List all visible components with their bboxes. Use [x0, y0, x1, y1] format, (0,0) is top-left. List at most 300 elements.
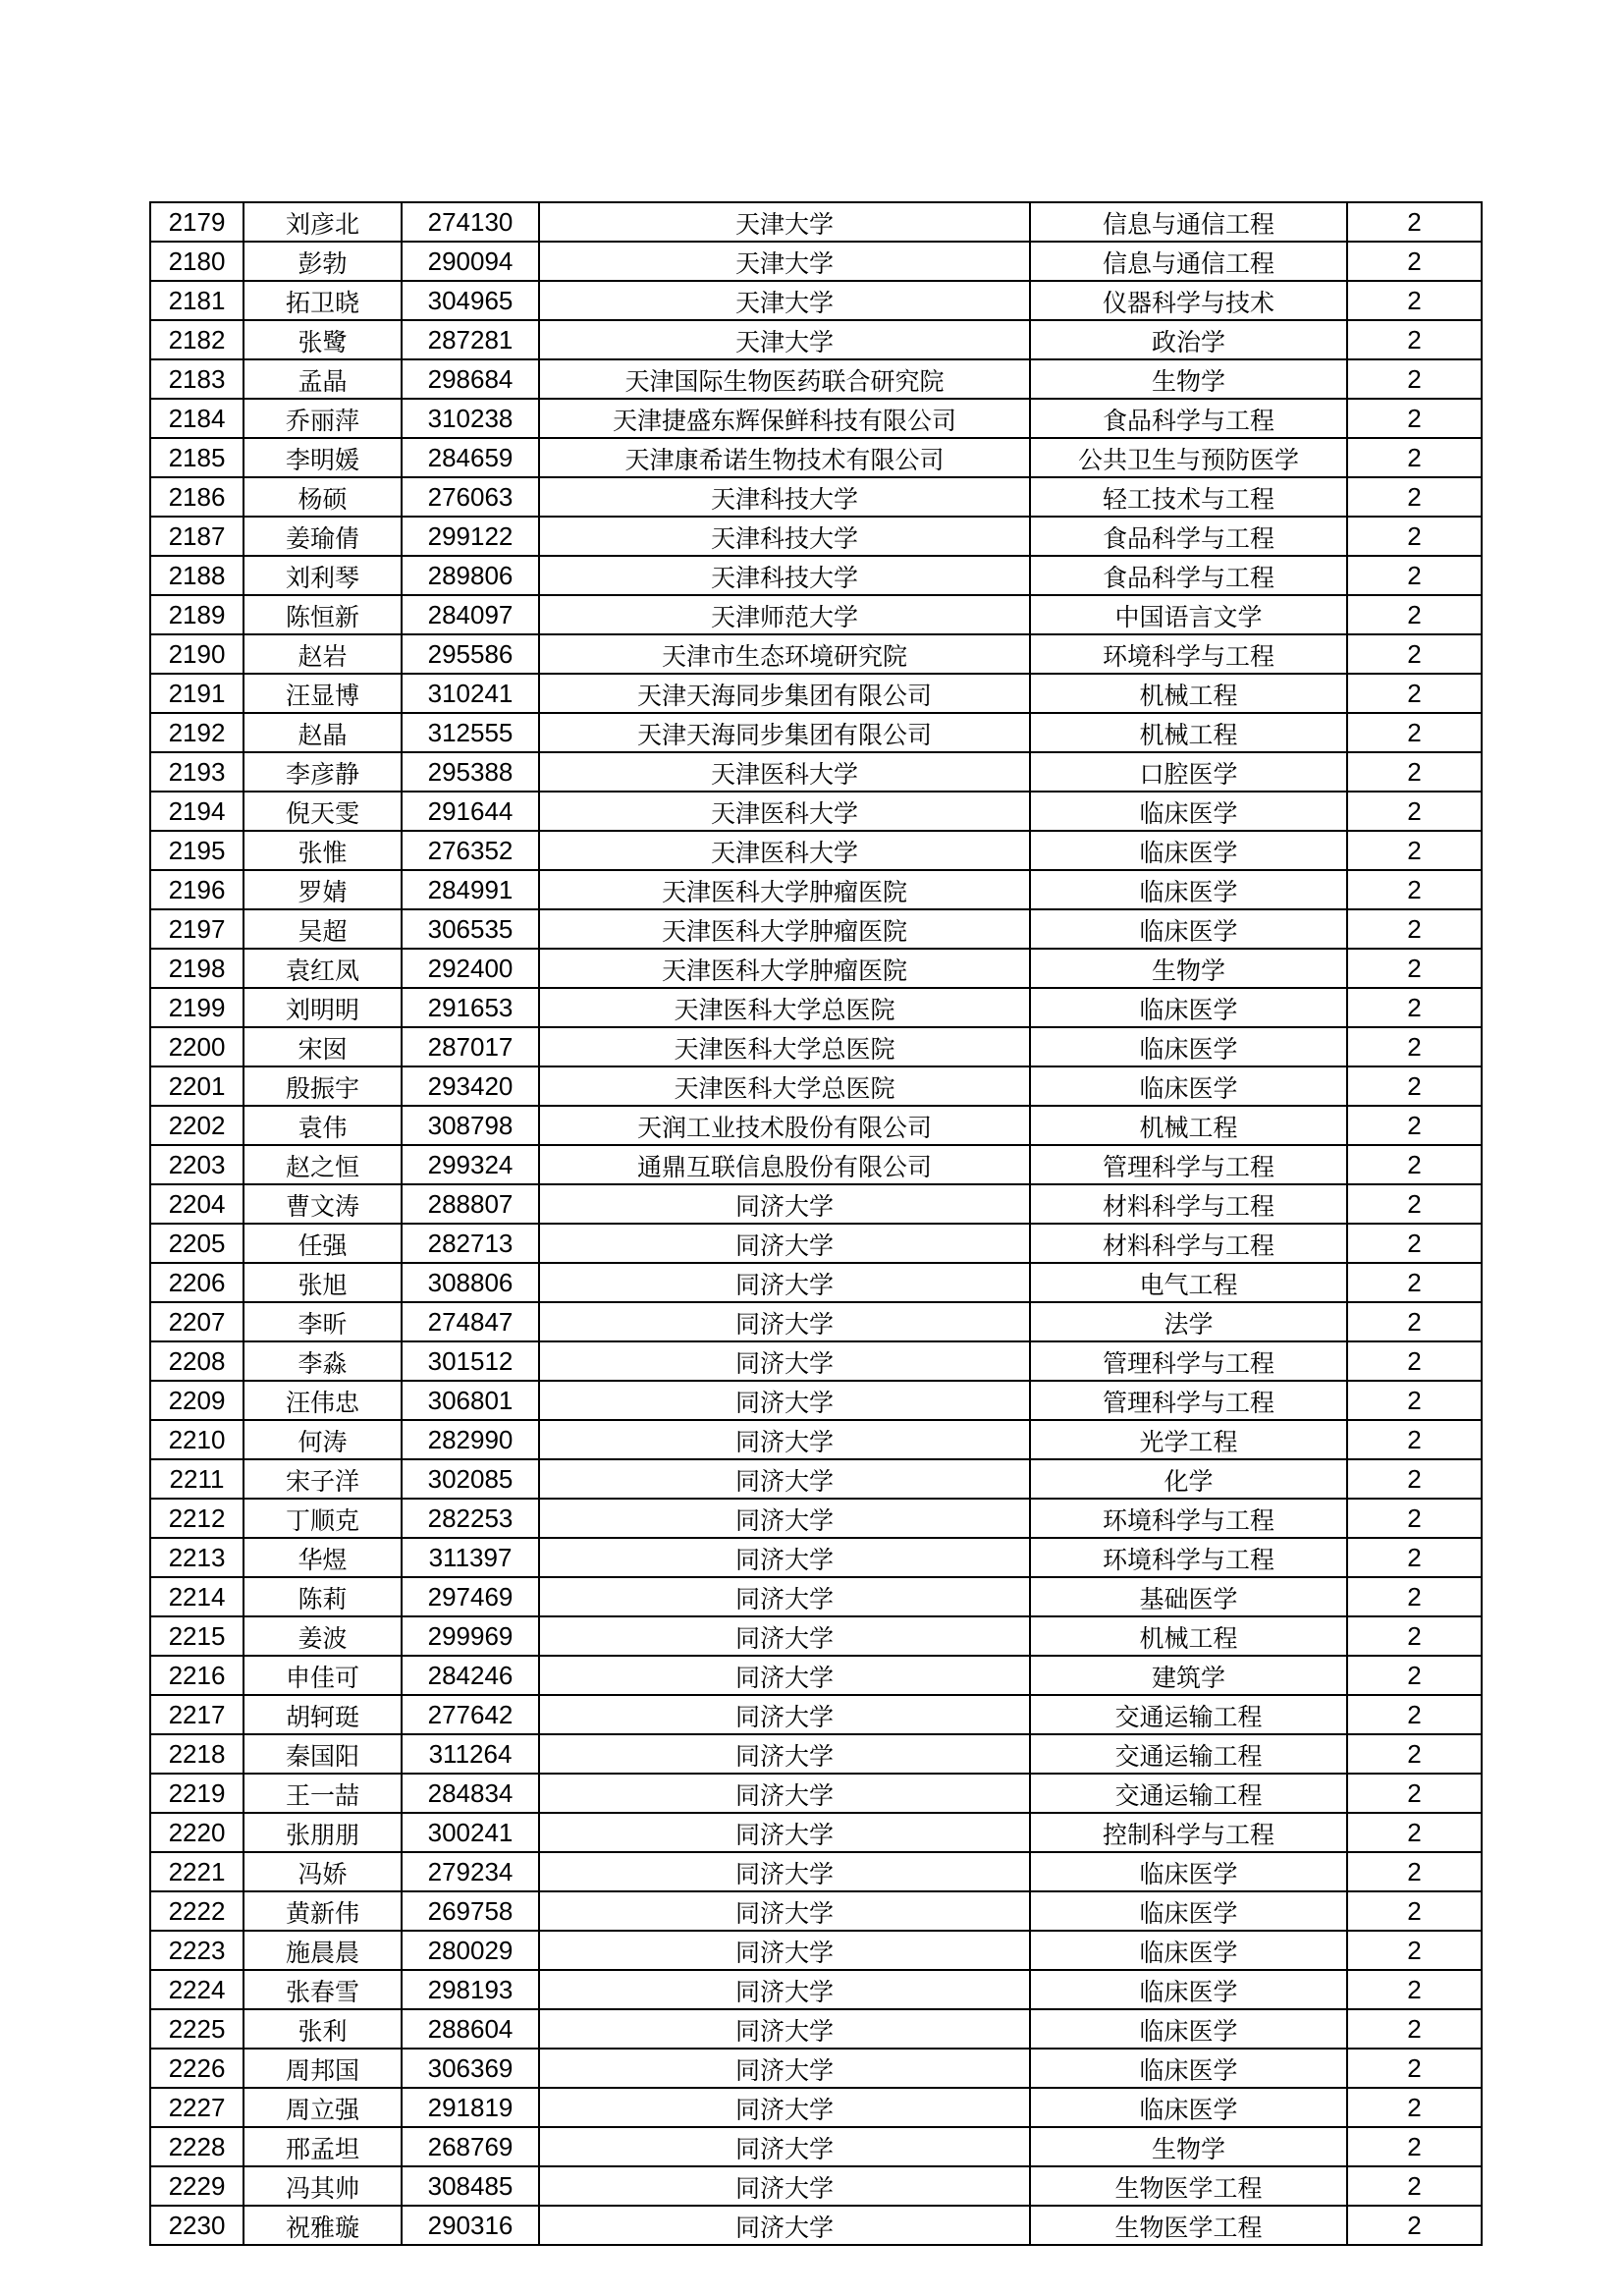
table-row: [150, 870, 1482, 909]
id-cell: 293420: [402, 1066, 539, 1106]
data-table: [149, 201, 1483, 2246]
count-cell: 2: [1347, 359, 1482, 399]
discipline-cell: 基础医学: [1030, 1577, 1347, 1616]
row-number-cell: 2181: [150, 281, 244, 320]
table-row: [150, 1774, 1482, 1813]
name-cell: 胡轲珽: [244, 1695, 402, 1734]
discipline-cell: 生物医学工程: [1030, 2206, 1347, 2245]
discipline-cell: 光学工程: [1030, 1420, 1347, 1459]
id-cell: 282990: [402, 1420, 539, 1459]
table-row: [150, 2166, 1482, 2206]
table-row: [150, 1341, 1482, 1381]
name-cell: 张旭: [244, 1263, 402, 1302]
count-cell: 2: [1347, 713, 1482, 752]
id-cell: 282253: [402, 1499, 539, 1538]
count-cell: 2: [1347, 949, 1482, 988]
id-cell: 304965: [402, 281, 539, 320]
table-row: [150, 1420, 1482, 1459]
table-row: [150, 2206, 1482, 2245]
table-row: [150, 1184, 1482, 1224]
count-cell: 2: [1347, 556, 1482, 595]
table-row: [150, 2049, 1482, 2088]
row-number-cell: 2213: [150, 1538, 244, 1577]
count-cell: 2: [1347, 2166, 1482, 2206]
table-row: [150, 909, 1482, 949]
institution-cell: 同济大学: [539, 2127, 1030, 2166]
name-cell: 王一喆: [244, 1774, 402, 1813]
institution-cell: 同济大学: [539, 1616, 1030, 1656]
name-cell: 冯娇: [244, 1852, 402, 1891]
table-row: [150, 988, 1482, 1027]
count-cell: 2: [1347, 399, 1482, 438]
row-number-cell: 2229: [150, 2166, 244, 2206]
table-row: [150, 1891, 1482, 1931]
name-cell: 赵岩: [244, 634, 402, 674]
row-number-cell: 2225: [150, 2009, 244, 2049]
institution-cell: 同济大学: [539, 1891, 1030, 1931]
discipline-cell: 临床医学: [1030, 2088, 1347, 2127]
table-row: [150, 634, 1482, 674]
institution-cell: 同济大学: [539, 1774, 1030, 1813]
discipline-cell: 食品科学与工程: [1030, 517, 1347, 556]
row-number-cell: 2184: [150, 399, 244, 438]
row-number-cell: 2206: [150, 1263, 244, 1302]
table-row: [150, 674, 1482, 713]
id-cell: 299969: [402, 1616, 539, 1656]
table-row: [150, 1616, 1482, 1656]
discipline-cell: 中国语言文学: [1030, 595, 1347, 634]
id-cell: 306801: [402, 1381, 539, 1420]
table-row: [150, 1695, 1482, 1734]
institution-cell: 天津天海同步集团有限公司: [539, 674, 1030, 713]
id-cell: 287281: [402, 320, 539, 359]
discipline-cell: 电气工程: [1030, 1263, 1347, 1302]
name-cell: 杨硕: [244, 477, 402, 517]
id-cell: 300241: [402, 1813, 539, 1852]
id-cell: 279234: [402, 1852, 539, 1891]
count-cell: 2: [1347, 1813, 1482, 1852]
institution-cell: 天润工业技术股份有限公司: [539, 1106, 1030, 1145]
count-cell: 2: [1347, 202, 1482, 242]
row-number-cell: 2179: [150, 202, 244, 242]
id-cell: 284834: [402, 1774, 539, 1813]
discipline-cell: 机械工程: [1030, 1106, 1347, 1145]
count-cell: 2: [1347, 1106, 1482, 1145]
name-cell: 殷振宇: [244, 1066, 402, 1106]
table-row: [150, 1656, 1482, 1695]
row-number-cell: 2187: [150, 517, 244, 556]
name-cell: 华煜: [244, 1538, 402, 1577]
name-cell: 倪天雯: [244, 792, 402, 831]
table-row: [150, 1577, 1482, 1616]
institution-cell: 同济大学: [539, 2206, 1030, 2245]
institution-cell: 同济大学: [539, 1695, 1030, 1734]
count-cell: 2: [1347, 2009, 1482, 2049]
row-number-cell: 2192: [150, 713, 244, 752]
discipline-cell: 政治学: [1030, 320, 1347, 359]
table-row: [150, 1970, 1482, 2009]
id-cell: 280029: [402, 1931, 539, 1970]
count-cell: 2: [1347, 242, 1482, 281]
id-cell: 284097: [402, 595, 539, 634]
discipline-cell: 材料科学与工程: [1030, 1224, 1347, 1263]
discipline-cell: 交通运输工程: [1030, 1734, 1347, 1774]
id-cell: 302085: [402, 1459, 539, 1499]
institution-cell: 天津医科大学: [539, 792, 1030, 831]
name-cell: 申佳可: [244, 1656, 402, 1695]
row-number-cell: 2202: [150, 1106, 244, 1145]
row-number-cell: 2209: [150, 1381, 244, 1420]
institution-cell: 天津医科大学肿瘤医院: [539, 909, 1030, 949]
count-cell: 2: [1347, 988, 1482, 1027]
discipline-cell: 交通运输工程: [1030, 1695, 1347, 1734]
table-row: [150, 1263, 1482, 1302]
name-cell: 孟晶: [244, 359, 402, 399]
institution-cell: 天津康希诺生物技术有限公司: [539, 438, 1030, 477]
table-row: [150, 2088, 1482, 2127]
row-number-cell: 2183: [150, 359, 244, 399]
row-number-cell: 2203: [150, 1145, 244, 1184]
count-cell: 2: [1347, 2127, 1482, 2166]
discipline-cell: 机械工程: [1030, 713, 1347, 752]
row-number-cell: 2199: [150, 988, 244, 1027]
id-cell: 287017: [402, 1027, 539, 1066]
institution-cell: 天津大学: [539, 242, 1030, 281]
table-row: [150, 1538, 1482, 1577]
count-cell: 2: [1347, 1341, 1482, 1381]
name-cell: 宋囡: [244, 1027, 402, 1066]
name-cell: 曹文涛: [244, 1184, 402, 1224]
count-cell: 2: [1347, 1852, 1482, 1891]
institution-cell: 同济大学: [539, 1538, 1030, 1577]
count-cell: 2: [1347, 1066, 1482, 1106]
institution-cell: 同济大学: [539, 2166, 1030, 2206]
count-cell: 2: [1347, 1931, 1482, 1970]
row-number-cell: 2228: [150, 2127, 244, 2166]
name-cell: 任强: [244, 1224, 402, 1263]
discipline-cell: 公共卫生与预防医学: [1030, 438, 1347, 477]
row-number-cell: 2205: [150, 1224, 244, 1263]
count-cell: 2: [1347, 1538, 1482, 1577]
institution-cell: 同济大学: [539, 1577, 1030, 1616]
table-row: [150, 1106, 1482, 1145]
id-cell: 291644: [402, 792, 539, 831]
discipline-cell: 化学: [1030, 1459, 1347, 1499]
table-row: [150, 477, 1482, 517]
name-cell: 李昕: [244, 1302, 402, 1341]
discipline-cell: 控制科学与工程: [1030, 1813, 1347, 1852]
institution-cell: 天津科技大学: [539, 556, 1030, 595]
table-row: [150, 1852, 1482, 1891]
table-row: [150, 1027, 1482, 1066]
institution-cell: 天津大学: [539, 202, 1030, 242]
name-cell: 彭勃: [244, 242, 402, 281]
table-row: [150, 792, 1482, 831]
id-cell: 276352: [402, 831, 539, 870]
discipline-cell: 临床医学: [1030, 1970, 1347, 2009]
row-number-cell: 2216: [150, 1656, 244, 1695]
table-row: [150, 1302, 1482, 1341]
table-row: [150, 831, 1482, 870]
discipline-cell: 材料科学与工程: [1030, 1184, 1347, 1224]
discipline-cell: 临床医学: [1030, 988, 1347, 1027]
table-row: [150, 1145, 1482, 1184]
row-number-cell: 2197: [150, 909, 244, 949]
discipline-cell: 建筑学: [1030, 1656, 1347, 1695]
discipline-cell: 口腔医学: [1030, 752, 1347, 792]
table-row: [150, 1459, 1482, 1499]
id-cell: 291819: [402, 2088, 539, 2127]
id-cell: 311397: [402, 1538, 539, 1577]
discipline-cell: 机械工程: [1030, 1616, 1347, 1656]
id-cell: 301512: [402, 1341, 539, 1381]
institution-cell: 天津国际生物医药联合研究院: [539, 359, 1030, 399]
discipline-cell: 临床医学: [1030, 2049, 1347, 2088]
name-cell: 李淼: [244, 1341, 402, 1381]
discipline-cell: 管理科学与工程: [1030, 1381, 1347, 1420]
row-number-cell: 2200: [150, 1027, 244, 1066]
count-cell: 2: [1347, 1891, 1482, 1931]
discipline-cell: 环境科学与工程: [1030, 634, 1347, 674]
institution-cell: 天津医科大学肿瘤医院: [539, 870, 1030, 909]
count-cell: 2: [1347, 674, 1482, 713]
name-cell: 何涛: [244, 1420, 402, 1459]
id-cell: 298684: [402, 359, 539, 399]
name-cell: 张朋朋: [244, 1813, 402, 1852]
discipline-cell: 信息与通信工程: [1030, 202, 1347, 242]
row-number-cell: 2189: [150, 595, 244, 634]
count-cell: 2: [1347, 752, 1482, 792]
row-number-cell: 2219: [150, 1774, 244, 1813]
row-number-cell: 2223: [150, 1931, 244, 1970]
discipline-cell: 环境科学与工程: [1030, 1499, 1347, 1538]
discipline-cell: 生物学: [1030, 2127, 1347, 2166]
count-cell: 2: [1347, 438, 1482, 477]
name-cell: 周立强: [244, 2088, 402, 2127]
name-cell: 乔丽萍: [244, 399, 402, 438]
count-cell: 2: [1347, 1577, 1482, 1616]
table-row: [150, 1066, 1482, 1106]
institution-cell: 天津科技大学: [539, 477, 1030, 517]
discipline-cell: 信息与通信工程: [1030, 242, 1347, 281]
row-number-cell: 2188: [150, 556, 244, 595]
name-cell: 李彦静: [244, 752, 402, 792]
institution-cell: 同济大学: [539, 1224, 1030, 1263]
table-row: [150, 1813, 1482, 1852]
row-number-cell: 2224: [150, 1970, 244, 2009]
id-cell: 277642: [402, 1695, 539, 1734]
id-cell: 288604: [402, 2009, 539, 2049]
institution-cell: 天津科技大学: [539, 517, 1030, 556]
count-cell: 2: [1347, 2088, 1482, 2127]
discipline-cell: 临床医学: [1030, 1891, 1347, 1931]
row-number-cell: 2221: [150, 1852, 244, 1891]
institution-cell: 天津天海同步集团有限公司: [539, 713, 1030, 752]
id-cell: 312555: [402, 713, 539, 752]
table-row: [150, 1734, 1482, 1774]
row-number-cell: 2196: [150, 870, 244, 909]
id-cell: 268769: [402, 2127, 539, 2166]
institution-cell: 天津医科大学: [539, 831, 1030, 870]
table-row: [150, 2009, 1482, 2049]
name-cell: 祝雅璇: [244, 2206, 402, 2245]
name-cell: 罗婧: [244, 870, 402, 909]
table-row: [150, 1931, 1482, 1970]
discipline-cell: 临床医学: [1030, 909, 1347, 949]
id-cell: 291653: [402, 988, 539, 1027]
institution-cell: 天津医科大学总医院: [539, 1027, 1030, 1066]
discipline-cell: 交通运输工程: [1030, 1774, 1347, 1813]
id-cell: 274847: [402, 1302, 539, 1341]
count-cell: 2: [1347, 1027, 1482, 1066]
id-cell: 269758: [402, 1891, 539, 1931]
count-cell: 2: [1347, 831, 1482, 870]
discipline-cell: 临床医学: [1030, 1852, 1347, 1891]
id-cell: 282713: [402, 1224, 539, 1263]
id-cell: 288807: [402, 1184, 539, 1224]
institution-cell: 同济大学: [539, 1656, 1030, 1695]
row-number-cell: 2207: [150, 1302, 244, 1341]
count-cell: 2: [1347, 1656, 1482, 1695]
id-cell: 284246: [402, 1656, 539, 1695]
row-number-cell: 2193: [150, 752, 244, 792]
name-cell: 邢孟坦: [244, 2127, 402, 2166]
institution-cell: 同济大学: [539, 1263, 1030, 1302]
table-row: [150, 281, 1482, 320]
count-cell: 2: [1347, 1420, 1482, 1459]
count-cell: 2: [1347, 1970, 1482, 2009]
name-cell: 袁伟: [244, 1106, 402, 1145]
count-cell: 2: [1347, 1695, 1482, 1734]
id-cell: 310238: [402, 399, 539, 438]
name-cell: 施晨晨: [244, 1931, 402, 1970]
count-cell: 2: [1347, 2049, 1482, 2088]
institution-cell: 同济大学: [539, 2009, 1030, 2049]
table-row: [150, 595, 1482, 634]
discipline-cell: 管理科学与工程: [1030, 1145, 1347, 1184]
row-number-cell: 2212: [150, 1499, 244, 1538]
institution-cell: 天津捷盛东辉保鲜科技有限公司: [539, 399, 1030, 438]
table-row: [150, 1499, 1482, 1538]
name-cell: 宋子洋: [244, 1459, 402, 1499]
count-cell: 2: [1347, 870, 1482, 909]
id-cell: 284659: [402, 438, 539, 477]
table-row: [150, 438, 1482, 477]
count-cell: 2: [1347, 1145, 1482, 1184]
table-row: [150, 202, 1482, 242]
table-row: [150, 713, 1482, 752]
discipline-cell: 仪器科学与技术: [1030, 281, 1347, 320]
name-cell: 吴超: [244, 909, 402, 949]
institution-cell: 同济大学: [539, 1931, 1030, 1970]
row-number-cell: 2226: [150, 2049, 244, 2088]
row-number-cell: 2204: [150, 1184, 244, 1224]
institution-cell: 同济大学: [539, 1420, 1030, 1459]
institution-cell: 同济大学: [539, 1459, 1030, 1499]
id-cell: 295388: [402, 752, 539, 792]
discipline-cell: 轻工技术与工程: [1030, 477, 1347, 517]
id-cell: 299122: [402, 517, 539, 556]
row-number-cell: 2215: [150, 1616, 244, 1656]
name-cell: 陈莉: [244, 1577, 402, 1616]
name-cell: 张惟: [244, 831, 402, 870]
table-row: [150, 242, 1482, 281]
table-row: [150, 556, 1482, 595]
discipline-cell: 临床医学: [1030, 2009, 1347, 2049]
id-cell: 308485: [402, 2166, 539, 2206]
table-row: [150, 517, 1482, 556]
discipline-cell: 食品科学与工程: [1030, 556, 1347, 595]
name-cell: 拓卫晓: [244, 281, 402, 320]
name-cell: 周邦国: [244, 2049, 402, 2088]
row-number-cell: 2230: [150, 2206, 244, 2245]
institution-cell: 同济大学: [539, 2049, 1030, 2088]
institution-cell: 天津大学: [539, 281, 1030, 320]
id-cell: 306369: [402, 2049, 539, 2088]
name-cell: 张利: [244, 2009, 402, 2049]
row-number-cell: 2214: [150, 1577, 244, 1616]
id-cell: 289806: [402, 556, 539, 595]
count-cell: 2: [1347, 1459, 1482, 1499]
count-cell: 2: [1347, 1381, 1482, 1420]
count-cell: 2: [1347, 320, 1482, 359]
table-row: [150, 949, 1482, 988]
count-cell: 2: [1347, 1774, 1482, 1813]
row-number-cell: 2227: [150, 2088, 244, 2127]
id-cell: 310241: [402, 674, 539, 713]
count-cell: 2: [1347, 595, 1482, 634]
institution-cell: 天津医科大学总医院: [539, 988, 1030, 1027]
discipline-cell: 临床医学: [1030, 1931, 1347, 1970]
id-cell: 292400: [402, 949, 539, 988]
count-cell: 2: [1347, 909, 1482, 949]
id-cell: 308798: [402, 1106, 539, 1145]
institution-cell: 同济大学: [539, 2088, 1030, 2127]
table-row: [150, 359, 1482, 399]
name-cell: 赵之恒: [244, 1145, 402, 1184]
id-cell: 297469: [402, 1577, 539, 1616]
name-cell: 李明媛: [244, 438, 402, 477]
discipline-cell: 生物医学工程: [1030, 2166, 1347, 2206]
discipline-cell: 临床医学: [1030, 792, 1347, 831]
count-cell: 2: [1347, 1184, 1482, 1224]
institution-cell: 同济大学: [539, 1813, 1030, 1852]
name-cell: 汪伟忠: [244, 1381, 402, 1420]
id-cell: 311264: [402, 1734, 539, 1774]
table-row: [150, 320, 1482, 359]
table-row: [150, 1381, 1482, 1420]
id-cell: 276063: [402, 477, 539, 517]
discipline-cell: 临床医学: [1030, 831, 1347, 870]
name-cell: 冯其帅: [244, 2166, 402, 2206]
row-number-cell: 2186: [150, 477, 244, 517]
institution-cell: 同济大学: [539, 1184, 1030, 1224]
discipline-cell: 法学: [1030, 1302, 1347, 1341]
institution-cell: 天津医科大学: [539, 752, 1030, 792]
count-cell: 2: [1347, 1263, 1482, 1302]
table-row: [150, 1224, 1482, 1263]
count-cell: 2: [1347, 517, 1482, 556]
institution-cell: 同济大学: [539, 1970, 1030, 2009]
row-number-cell: 2210: [150, 1420, 244, 1459]
row-number-cell: 2222: [150, 1891, 244, 1931]
row-number-cell: 2220: [150, 1813, 244, 1852]
id-cell: 290094: [402, 242, 539, 281]
id-cell: 295586: [402, 634, 539, 674]
discipline-cell: 临床医学: [1030, 870, 1347, 909]
name-cell: 黄新伟: [244, 1891, 402, 1931]
name-cell: 刘利琴: [244, 556, 402, 595]
